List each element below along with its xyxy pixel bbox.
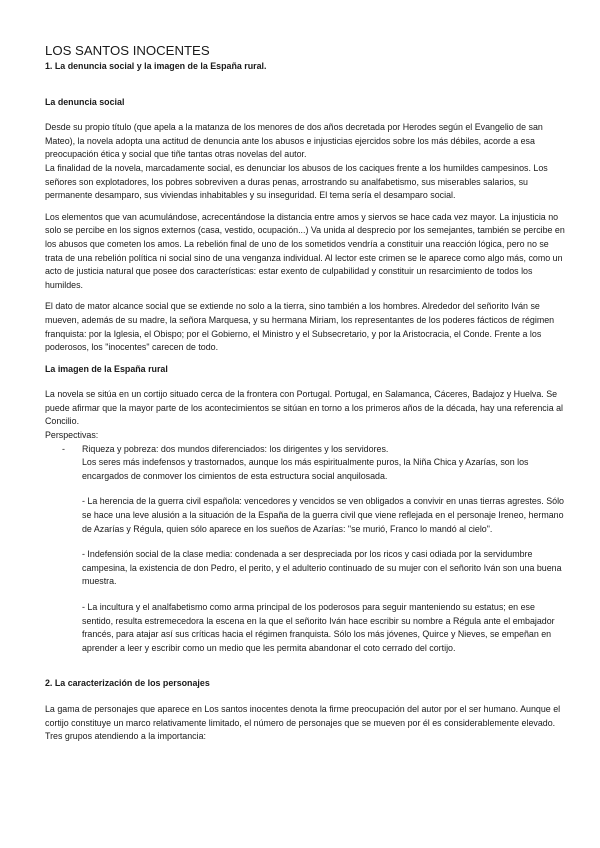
subheading-denuncia-social: La denuncia social <box>45 96 125 107</box>
paragraph-4: El dato de mator alcance social que se extiende no solo a la tierra, sino también a los hombres. Alrededor del señorito Iván se mueven, además de su madre, la señora Marquesa, y su hermana Miriam, los representantes de los poderes fácticos de régimen franquista: por la Iglesia, el Obispo; por el Gobierno, el Ministro y el Subsecretario, y por la Aristocracia, el Conde. Frente a los poderosos, los "inocentes" carecen de todo. <box>45 301 555 353</box>
document-page <box>45 43 565 744</box>
bullet-1-body: Los seres más indefensos y trastornados, aunque los más espiritualmente puros, la Niña Chica y Azarías, son los encargados de conmover los cimientos de esta estructura social anquilosada. <box>82 457 529 481</box>
paragraph-3: Los elementos que van acumulándose, acrecentándose la distancia entre amos y siervos se hace cada vez mayor. La injusticia no solo se percibe en los signos externos (casa, vestido, ocupación...) Va unida al desprecio por los semejantes, también se percibe en los abusos que cometen los amos. La rebelión final de uno de los sometidos vendría a constituir una reacción lógica, pero no se trata de una rebelión política ni social sino de una venganza individual. Al lector este crimen se le aparece como algo más, como un acto de justicia natural que posee dos características: estar exento de culpabilidad y constituir un resarcimiento de todos los humildes. <box>45 211 565 290</box>
document-title: LOS SANTOS INOCENTES <box>45 43 210 58</box>
bullet-1-heading: Riqueza y pobreza: dos mundos diferenciados: los dirigentes y los servidores. <box>82 443 389 454</box>
paragraph-2: La finalidad de la novela, marcadamente social, es denunciar los abusos de los caciques frente a los humildes campesinos. Los señores son explotadores, los pobres sobreviven a duras penas, arrostrando su analfabetismo, sus miserables salarios, su permanente desamparo, sus viviendas inhabitables y su inseguridad. El tema sería el desamparo social. <box>45 162 548 201</box>
subheading-espana-rural: La imagen de la España rural <box>45 363 168 374</box>
section-heading-2: 2. La caracterización de los personajes <box>45 678 210 689</box>
perspectivas-label: Perspectivas: <box>45 430 99 441</box>
paragraph-5: La novela se sitúa en un cortijo situado cerca de la frontera con Portugal. Portugal, en Salamanca, Cáceres, Badajoz y Huelva. Se puede afirmar que la mayor parte de los acontecimientos se sitúan en torno a los primeros años de la década, hay una referencia al Concilio. <box>45 389 564 427</box>
paragraph-6: La gama de personajes que aparece en Los santos inocentes denota la firme preocupación del autor por el ser humano. Aunque el cortijo constituye un marco relativamente limitado, el número de personajes que se mueven por él es considerablemente elevado. Tres grupos atendiendo a la importancia: <box>45 703 561 742</box>
bullet-2: - La herencia de la guerra civil española: vencedores y vencidos se ven obligados a convivir en unas tierras agrestes. Sólo se hace una leve alusión a la situación de la España de la guerra civil que viene reflejada en el personaje Ireneo, hermano de Azarías y Régula, quien sólo aparece en los sueños de Azarías: "se murió, Franco lo mandó al cielo". <box>82 496 564 534</box>
bullet-3: - Indefensión social de la clase media: condenada a ser despreciada por los ricos y casi odiada por la servidumbre campesina, la existencia de don Pedro, el perito, y el adulterio continuado de su mujer con el señorito Iván son una buena muestra. <box>82 549 562 587</box>
bullet-4: - La incultura y el analfabetismo como arma principal de los poderosos para seguir manteniendo su estatus; en ese sentido, resulta estremecedora la escena en la que el señorito Iván hace escribir su nombre a Régula ante el embajador francés, para atajar así sus críticas hacia el régimen franquista. Sólo los más jóvenes, Quirce y Nieves, se empeñan en aprender a leer y escribir como un medio que les permita abandonar el coto cerrado del cortijo. <box>82 602 555 653</box>
section-heading-1: 1. La denuncia social y la imagen de la España rural. <box>45 61 267 71</box>
bullet-dash: - <box>62 443 65 454</box>
paragraph-1: Desde su propio título (que apela a la matanza de los menores de dos años decretada por Herodes según el Evangelio de san Mateo), la novela adopta una actitud de denuncia ante los abusos e injusticias ejercidos sobre los más débiles, acorde a esa preocupación ética y social que tiñe tantas otras novelas del autor. <box>45 122 543 160</box>
list-item <box>45 443 565 484</box>
